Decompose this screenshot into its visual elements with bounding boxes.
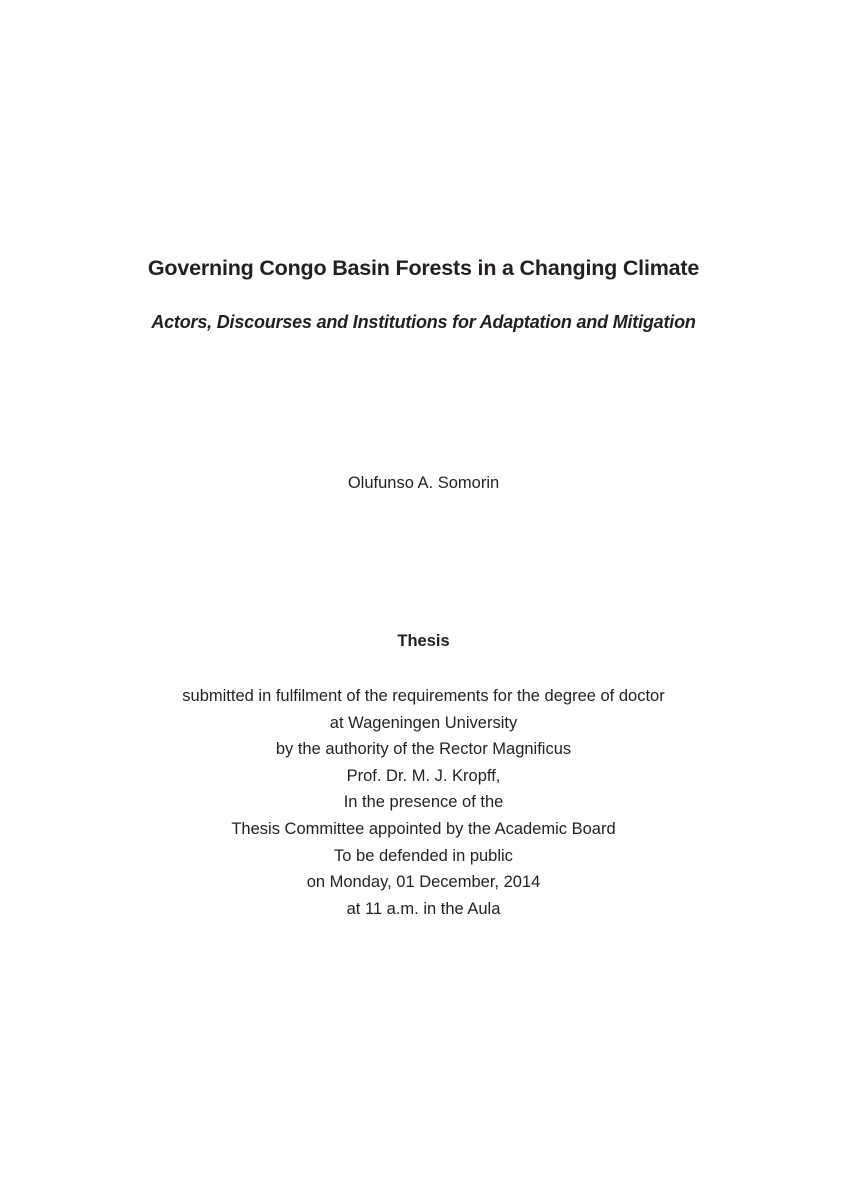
statement-line: Thesis Committee appointed by the Academic Board	[231, 819, 616, 838]
author-name: Olufunso A. Somorin	[347, 474, 500, 492]
thesis-title: Governing Congo Basin Forests in a Changing Climate	[147, 256, 700, 280]
thesis-subtitle: Actors, Discourses and Institutions for Adaptation and Mitigation	[151, 312, 696, 332]
statement-line: submitted in fulfilment of the requirements for the degree of doctor	[182, 687, 665, 705]
statement-line: In the presence of the	[343, 793, 504, 812]
statement-line: To be defended in public	[334, 846, 513, 865]
thesis-label: Thesis	[397, 632, 450, 650]
submission-statement	[0, 683, 847, 922]
statement-line: at 11 a.m. in the Aula	[346, 899, 501, 918]
statement-line: at Wageningen University	[329, 713, 518, 732]
statement-line: on Monday, 01 December, 2014	[306, 873, 541, 892]
statement-line: by the authority of the Rector Magnificus	[275, 740, 572, 759]
statement-line: Prof. Dr. M. J. Kropff,	[346, 766, 501, 785]
